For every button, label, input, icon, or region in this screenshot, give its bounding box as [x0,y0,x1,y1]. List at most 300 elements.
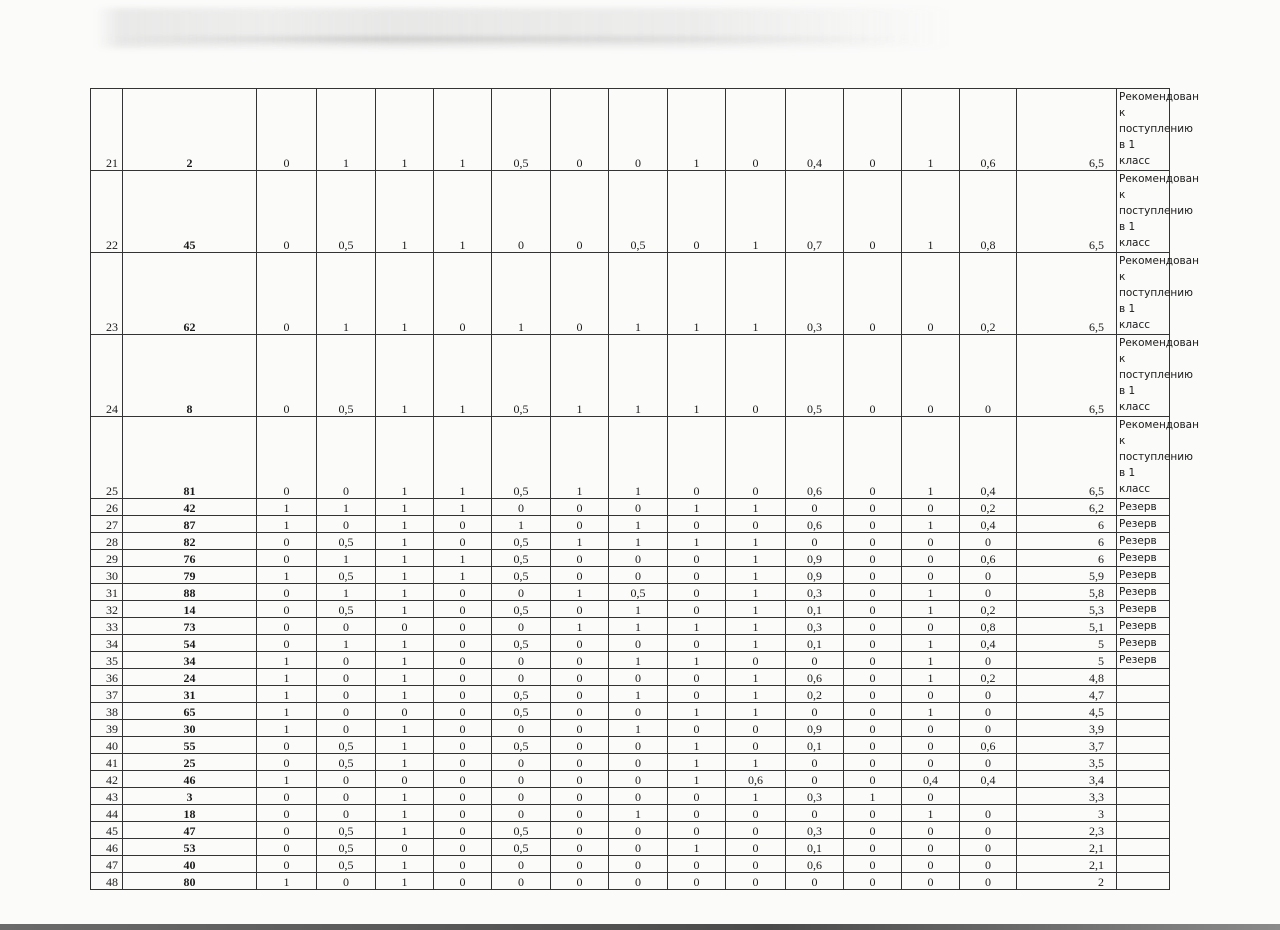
score-cell: 0 [960,839,1017,856]
score-cell: 0 [902,754,960,771]
score-cell: 1 [726,550,786,567]
score-cell: 0 [434,253,492,335]
score-cell: 0 [844,652,902,669]
score-cell: 0,1 [786,737,844,754]
score-cell: 1 [376,754,434,771]
table-row [91,686,1170,703]
score-cell: 0 [668,873,726,890]
score-cell: 0 [434,686,492,703]
total-score-cell: 5,9 [1017,567,1117,584]
row-number-cell: 23 [91,253,123,335]
participant-code-cell: 54 [123,635,257,652]
score-cell: 0,5 [609,171,668,253]
score-cell: 0 [434,754,492,771]
score-cell: 0,4 [902,771,960,788]
scan-bottom-edge [0,924,1280,930]
score-cell: 0 [434,533,492,550]
total-score-cell: 6,5 [1017,89,1117,171]
status-note-cell: Рекомендован к поступлению в 1 класс [1117,417,1170,499]
score-cell: 0,5 [317,335,376,417]
score-cell: 1 [726,171,786,253]
score-cell: 0 [609,771,668,788]
participant-code-cell: 45 [123,171,257,253]
total-score-cell: 5 [1017,635,1117,652]
score-cell: 0 [551,253,609,335]
score-cell: 0,6 [960,89,1017,171]
score-cell: 0,5 [492,550,551,567]
status-note-cell: Резерв [1117,618,1170,635]
participant-code-cell: 46 [123,771,257,788]
score-cell: 0 [844,618,902,635]
total-score-cell: 3,4 [1017,771,1117,788]
score-cell: 0,6 [960,737,1017,754]
table-row [91,618,1170,635]
score-cell: 0 [902,499,960,516]
status-note-cell [1117,788,1170,805]
table-row [91,822,1170,839]
score-cell: 0 [257,856,317,873]
score-cell: 1 [902,417,960,499]
score-cell: 1 [317,635,376,652]
total-score-cell: 2,1 [1017,856,1117,873]
score-cell: 0 [844,171,902,253]
score-cell: 0,8 [960,171,1017,253]
score-cell: 1 [668,618,726,635]
score-cell: 1 [376,720,434,737]
score-cell: 0,5 [317,601,376,618]
score-cell: 1 [609,601,668,618]
participant-code-cell: 76 [123,550,257,567]
score-cell: 0 [434,771,492,788]
score-cell: 1 [376,516,434,533]
score-cell: 0 [786,873,844,890]
score-cell: 0,7 [786,171,844,253]
score-cell: 0 [844,89,902,171]
score-cell: 0 [668,686,726,703]
score-cell: 0 [257,550,317,567]
score-cell: 0 [434,618,492,635]
score-cell: 0 [786,499,844,516]
row-number-cell: 21 [91,89,123,171]
score-cell: 0,5 [492,417,551,499]
score-cell: 0 [844,567,902,584]
results-table [90,88,1199,890]
row-number-cell: 34 [91,635,123,652]
score-cell: 0 [726,89,786,171]
score-cell: 0 [668,417,726,499]
score-cell: 0 [960,805,1017,822]
status-note-cell: Резерв [1117,516,1170,533]
score-cell: 1 [726,618,786,635]
score-cell: 1 [376,873,434,890]
status-note-cell: Резерв [1117,601,1170,618]
score-cell: 0 [317,652,376,669]
row-number-cell: 35 [91,652,123,669]
table-row [91,89,1170,171]
score-cell: 0 [726,335,786,417]
score-cell: 1 [376,171,434,253]
table-row [91,873,1170,890]
score-cell: 0 [609,873,668,890]
row-number-cell: 46 [91,839,123,856]
participant-code-cell: 65 [123,703,257,720]
total-score-cell: 2,1 [1017,839,1117,856]
score-cell: 0,9 [786,567,844,584]
table-row [91,253,1170,335]
score-cell: 1 [317,499,376,516]
score-cell: 0 [492,618,551,635]
score-cell: 0 [551,720,609,737]
row-number-cell: 37 [91,686,123,703]
score-cell: 0 [668,584,726,601]
score-cell: 0 [668,601,726,618]
participant-code-cell: 8 [123,335,257,417]
score-cell: 0,1 [786,635,844,652]
status-note-cell: Резерв [1117,499,1170,516]
table-row [91,856,1170,873]
score-cell: 0,5 [492,335,551,417]
score-cell: 0 [492,499,551,516]
table-row [91,171,1170,253]
row-number-cell: 41 [91,754,123,771]
score-cell: 0,5 [492,839,551,856]
table-row [91,754,1170,771]
score-cell: 0,6 [786,669,844,686]
participant-code-cell: 31 [123,686,257,703]
status-note-cell [1117,771,1170,788]
score-cell: 1 [902,635,960,652]
row-number-cell: 43 [91,788,123,805]
table-row [91,499,1170,516]
score-cell: 1 [376,550,434,567]
score-cell: 0 [317,788,376,805]
score-cell: 0 [492,856,551,873]
table-row [91,805,1170,822]
score-cell: 0 [960,533,1017,550]
score-cell: 0 [726,417,786,499]
score-cell: 1 [726,754,786,771]
score-cell: 0 [668,720,726,737]
score-cell: 0 [376,703,434,720]
table-row [91,703,1170,720]
score-cell: 0,5 [492,686,551,703]
table-row [91,533,1170,550]
score-cell: 1 [257,499,317,516]
score-cell: 0 [317,720,376,737]
row-number-cell: 24 [91,335,123,417]
score-cell: 0,5 [317,839,376,856]
status-note-cell [1117,856,1170,873]
scan-artifact-top [95,8,955,48]
score-cell: 0 [844,516,902,533]
participant-code-cell: 25 [123,754,257,771]
score-cell: 0 [844,839,902,856]
row-number-cell: 40 [91,737,123,754]
score-cell: 1 [376,856,434,873]
status-note-cell [1117,737,1170,754]
score-cell: 0 [844,856,902,873]
score-cell: 0 [376,771,434,788]
score-cell: 1 [726,669,786,686]
score-cell: 0,5 [492,822,551,839]
score-cell: 0 [902,253,960,335]
score-cell: 1 [376,635,434,652]
results-table-body [91,89,1199,890]
score-cell: 1 [257,771,317,788]
score-cell: 0 [902,550,960,567]
score-cell: 0 [902,856,960,873]
status-note-cell [1117,873,1170,890]
score-cell: 0 [902,873,960,890]
table-row [91,652,1170,669]
score-cell: 0 [902,788,960,805]
total-score-cell: 3 [1017,805,1117,822]
score-cell: 1 [317,550,376,567]
score-cell: 0,5 [492,533,551,550]
score-cell: 0 [434,839,492,856]
total-score-cell: 3,5 [1017,754,1117,771]
score-cell: 1 [609,652,668,669]
score-cell: 0 [551,635,609,652]
score-cell: 1 [726,788,786,805]
scan-artifact-line [100,36,920,42]
score-cell: 0 [434,601,492,618]
score-cell: 0 [551,550,609,567]
status-note-cell: Резерв [1117,584,1170,601]
score-cell: 0 [844,550,902,567]
score-cell: 1 [902,652,960,669]
score-cell: 0 [317,703,376,720]
score-cell: 0,2 [960,499,1017,516]
score-cell: 1 [376,652,434,669]
score-cell: 0 [257,417,317,499]
score-cell: 0 [902,737,960,754]
score-cell: 1 [257,567,317,584]
row-number-cell: 26 [91,499,123,516]
score-cell: 0 [844,335,902,417]
score-cell: 0 [960,703,1017,720]
score-cell: 0 [317,805,376,822]
score-cell: 0 [844,601,902,618]
score-cell: 0 [492,873,551,890]
status-note-cell [1117,839,1170,856]
score-cell: 0,5 [492,89,551,171]
score-cell: 0 [551,805,609,822]
score-cell: 0 [434,805,492,822]
score-cell: 0 [551,601,609,618]
score-cell: 0 [844,822,902,839]
total-score-cell: 6,5 [1017,417,1117,499]
score-cell: 0 [317,516,376,533]
score-cell: 0 [726,516,786,533]
score-cell: 0 [902,822,960,839]
score-cell: 1 [257,873,317,890]
score-cell: 0,4 [960,771,1017,788]
score-cell: 0 [492,754,551,771]
score-cell: 1 [726,584,786,601]
score-cell: 0 [726,652,786,669]
score-cell: 1 [376,335,434,417]
row-number-cell: 32 [91,601,123,618]
total-score-cell: 6 [1017,516,1117,533]
total-score-cell: 6,5 [1017,171,1117,253]
score-cell: 0 [609,499,668,516]
score-cell: 0 [551,822,609,839]
score-cell: 0 [960,584,1017,601]
table-row [91,516,1170,533]
score-cell: 0,5 [317,754,376,771]
score-cell: 0 [257,754,317,771]
score-cell: 0 [257,601,317,618]
score-cell: 0 [376,839,434,856]
score-cell: 1 [551,335,609,417]
score-cell: 1 [668,499,726,516]
score-cell: 0,5 [317,737,376,754]
score-cell: 0 [668,822,726,839]
score-cell: 0 [257,839,317,856]
score-cell: 0 [551,652,609,669]
score-cell: 1 [902,805,960,822]
score-cell: 0 [668,516,726,533]
score-cell: 1 [844,788,902,805]
table-row [91,601,1170,618]
row-number-cell: 42 [91,771,123,788]
score-cell: 1 [376,499,434,516]
row-number-cell: 28 [91,533,123,550]
score-cell: 0 [726,805,786,822]
table-row [91,669,1170,686]
score-cell: 0 [844,499,902,516]
participant-code-cell: 53 [123,839,257,856]
row-number-cell: 33 [91,618,123,635]
score-cell: 0 [609,754,668,771]
score-cell: 0,3 [786,822,844,839]
participant-code-cell: 79 [123,567,257,584]
score-cell: 1 [668,253,726,335]
score-cell: 0 [257,584,317,601]
score-cell: 0 [317,873,376,890]
score-cell: 0 [609,822,668,839]
score-cell: 0 [844,720,902,737]
status-note-cell: Рекомендован к поступлению в 1 класс [1117,89,1170,171]
score-cell: 0 [668,669,726,686]
score-cell: 1 [668,703,726,720]
score-cell: 0 [902,533,960,550]
total-score-cell: 3,9 [1017,720,1117,737]
score-cell: 0 [786,533,844,550]
score-cell: 1 [376,805,434,822]
score-cell: 0 [317,417,376,499]
participant-code-cell: 73 [123,618,257,635]
score-cell: 0 [492,171,551,253]
score-cell: 0 [902,686,960,703]
participant-code-cell: 3 [123,788,257,805]
score-cell: 0,5 [317,822,376,839]
score-cell: 0 [317,669,376,686]
score-cell: 0,5 [786,335,844,417]
total-score-cell: 5 [1017,652,1117,669]
score-cell: 0,5 [317,171,376,253]
score-cell: 0 [551,89,609,171]
row-number-cell: 39 [91,720,123,737]
row-number-cell: 38 [91,703,123,720]
score-cell: 0 [844,417,902,499]
score-cell: 0 [609,567,668,584]
total-score-cell: 2,3 [1017,822,1117,839]
score-cell: 1 [257,652,317,669]
score-cell: 1 [551,533,609,550]
total-score-cell: 6,5 [1017,335,1117,417]
score-cell: 0 [434,669,492,686]
total-score-cell: 5,8 [1017,584,1117,601]
score-cell: 1 [668,754,726,771]
score-cell: 0,6 [726,771,786,788]
score-cell: 0 [434,720,492,737]
score-cell: 1 [726,253,786,335]
score-cell: 0 [844,805,902,822]
score-cell: 1 [726,686,786,703]
score-cell: 0 [551,788,609,805]
score-cell: 1 [902,584,960,601]
total-score-cell: 4,5 [1017,703,1117,720]
score-cell: 0 [902,839,960,856]
score-cell: 0 [551,516,609,533]
participant-code-cell: 30 [123,720,257,737]
score-cell: 1 [492,516,551,533]
score-cell: 0 [551,771,609,788]
score-cell: 0 [844,533,902,550]
score-cell: 0 [492,788,551,805]
score-cell: 0 [434,788,492,805]
score-cell: 1 [317,584,376,601]
score-cell: 0 [960,652,1017,669]
score-cell: 0,5 [317,567,376,584]
participant-code-cell: 24 [123,669,257,686]
row-number-cell: 36 [91,669,123,686]
score-cell: 1 [434,335,492,417]
score-cell: 0 [609,703,668,720]
score-cell: 0 [726,822,786,839]
score-cell: 1 [434,417,492,499]
score-cell: 1 [726,601,786,618]
score-cell: 0 [844,584,902,601]
participant-code-cell: 47 [123,822,257,839]
status-note-cell: Резерв [1117,567,1170,584]
score-cell: 0 [960,567,1017,584]
score-cell: 1 [902,703,960,720]
score-cell: 0 [844,703,902,720]
participant-code-cell: 88 [123,584,257,601]
participant-code-cell: 42 [123,499,257,516]
score-cell: 0 [726,720,786,737]
score-cell: 0 [786,805,844,822]
status-note-cell [1117,720,1170,737]
score-cell: 0 [668,805,726,822]
score-cell: 0 [960,686,1017,703]
score-cell [960,788,1017,805]
score-cell: 0 [551,856,609,873]
score-cell: 1 [551,417,609,499]
table-row [91,584,1170,601]
participant-code-cell: 14 [123,601,257,618]
score-cell: 1 [376,669,434,686]
row-number-cell: 45 [91,822,123,839]
total-score-cell: 6,2 [1017,499,1117,516]
score-cell: 1 [726,703,786,720]
score-cell: 1 [376,601,434,618]
score-cell: 1 [317,89,376,171]
score-cell: 0 [786,754,844,771]
